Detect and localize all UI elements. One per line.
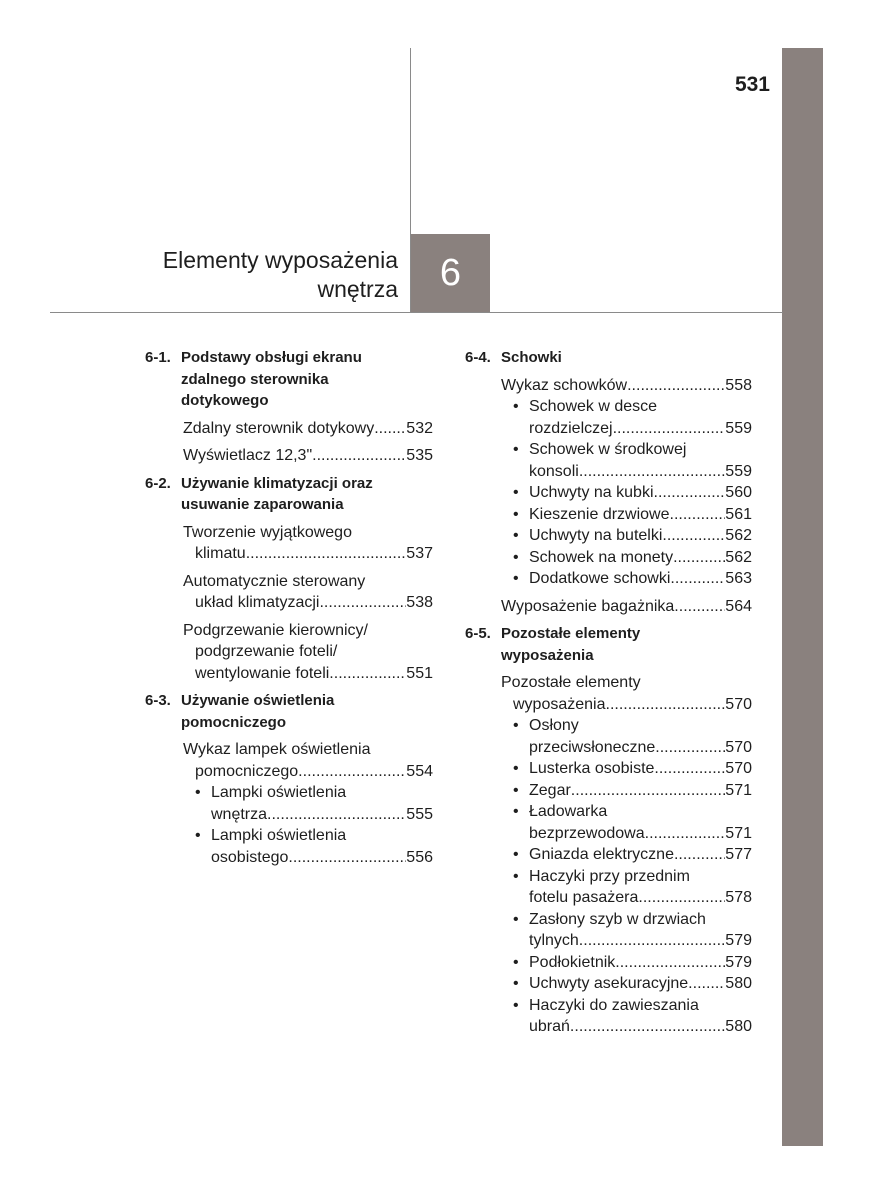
entry-text: Automatycznie sterowany [183, 572, 366, 590]
entry-text: wentylowanie foteli [195, 664, 330, 682]
entry-page: 563 [725, 570, 752, 587]
entry-text: Gniazda elektryczne [529, 846, 674, 863]
entry-text: przeciwsłoneczne [529, 738, 656, 756]
section-number: 6-4. [465, 349, 491, 366]
bullet-icon: • [513, 781, 519, 799]
toc-bullet-entry[interactable] [513, 504, 752, 526]
entry-page: 570 [725, 738, 752, 756]
entry-text: Uchwyty asekuracyjne [529, 975, 689, 992]
entry-page: 580 [725, 1018, 752, 1035]
entry-page: 570 [725, 760, 752, 777]
section-title-line: pomocniczego [181, 713, 287, 731]
section-title-line: usuwanie zaparowania [181, 496, 344, 513]
section-title-line: Podstawy obsługi ekranu [181, 349, 362, 366]
entry-text: układ klimatyzacji [195, 594, 320, 611]
entry-text: Podłokietnik [529, 953, 616, 971]
toc-entry[interactable] [501, 672, 752, 715]
dot-leader [570, 1016, 725, 1038]
toc-bullet-entry[interactable] [513, 482, 752, 504]
section-title-line: wyposażenia [501, 646, 594, 664]
toc-entry[interactable] [501, 375, 752, 397]
toc-bullet-entry[interactable] [513, 758, 752, 780]
toc-entry[interactable] [183, 620, 433, 685]
toc-entry[interactable] [183, 522, 433, 565]
toc-bullet-entry[interactable] [513, 801, 752, 844]
toc-bullet-entry[interactable] [513, 952, 752, 974]
entry-text: Ładowarka [529, 803, 608, 820]
entry-page: 578 [725, 889, 752, 906]
dot-leader [645, 823, 726, 845]
entry-text: Wykaz schowków [501, 376, 628, 394]
dot-leader [627, 375, 725, 397]
toc-left-column [145, 347, 433, 868]
entry-text: Wykaz lampek oświetlenia [183, 741, 371, 758]
section-number: 6-1. [145, 349, 171, 366]
bullet-icon: • [513, 484, 519, 501]
entry-text: Zasłony szyb w drzwiach [529, 910, 706, 928]
entry-page: 551 [406, 664, 433, 682]
dot-leader [674, 596, 725, 618]
dot-leader [246, 543, 407, 565]
section-title-line: Pozostałe elementy [501, 625, 641, 642]
entry-text: Zegar [529, 781, 571, 799]
dot-leader [673, 547, 725, 569]
bullet-icon: • [513, 505, 519, 523]
entry-text: Zdalny sterownik dotykowy [183, 419, 375, 437]
toc-bullet-entry[interactable] [195, 782, 433, 825]
entry-text: Haczyki do zawieszania [529, 996, 699, 1014]
dot-leader [670, 504, 726, 526]
dot-leader [655, 737, 725, 759]
entry-text: Tworzenie wyjątkowego [183, 523, 352, 541]
entry-text: Uchwyty na butelki [529, 527, 663, 544]
entry-page: 570 [725, 695, 752, 713]
entry-text: Dodatkowe schowki [529, 570, 671, 587]
page-number: 531 [734, 73, 770, 96]
dot-leader [374, 418, 406, 440]
toc-entry[interactable] [183, 571, 433, 614]
toc-bullet-entry[interactable] [513, 396, 752, 439]
entry-text: Osłony [529, 717, 579, 734]
toc-bullet-entry[interactable] [513, 525, 752, 547]
entry-page: 559 [725, 419, 752, 437]
section-title-line: dotykowego [181, 392, 269, 409]
entry-page: 562 [725, 527, 752, 544]
toc-bullet-entry[interactable] [513, 866, 752, 909]
entry-text: Lampki oświetlenia [211, 784, 347, 801]
header-horizontal-rule [50, 312, 783, 313]
chapter-number-box: 6 [411, 234, 490, 312]
dot-leader [662, 525, 725, 547]
entry-page: 559 [725, 462, 752, 480]
entry-text: wnętrza [211, 805, 268, 823]
bullet-icon: • [513, 717, 519, 734]
entry-page: 580 [725, 975, 752, 992]
section-title-line: Używanie klimatyzacji oraz [181, 474, 373, 492]
entry-text: tylnych [529, 932, 579, 949]
toc-bullet-entry[interactable] [513, 995, 752, 1038]
entry-text: bezprzewodowa [529, 824, 645, 842]
entry-page: 556 [406, 848, 433, 866]
dot-leader [613, 418, 726, 440]
entry-page: 562 [725, 548, 752, 566]
toc-section-6-1[interactable] [145, 347, 433, 412]
bullet-icon: • [195, 827, 201, 844]
toc-entry[interactable] [183, 739, 433, 782]
entry-page: 537 [406, 545, 433, 562]
entry-text: Lusterka osobiste [529, 760, 655, 777]
entry-text: ubrań [529, 1018, 570, 1035]
section-number: 6-2. [145, 474, 171, 492]
toc-section-6-2[interactable] [145, 473, 433, 516]
dot-leader [670, 568, 725, 590]
dot-leader [319, 592, 406, 614]
section-title-line: Schowki [501, 349, 562, 366]
entry-text: Schowek na monety [529, 548, 674, 566]
entry-page: 579 [725, 953, 752, 971]
bullet-icon: • [513, 398, 519, 415]
dot-leader [288, 847, 406, 869]
toc-entry[interactable] [183, 418, 433, 440]
section-title-line: zdalnego sterownika [181, 370, 329, 388]
bullet-icon: • [513, 803, 519, 820]
entry-page: 571 [725, 781, 752, 799]
entry-text: wyposażenia [513, 695, 606, 713]
entry-text: Kieszenie drzwiowe [529, 505, 670, 523]
entry-text: podgrzewanie foteli/ [195, 643, 338, 660]
entry-text: rozdzielczej [529, 419, 613, 437]
entry-text: Haczyki przy przednim [529, 867, 690, 885]
entry-text: klimatu [195, 545, 246, 562]
entry-text: Podgrzewanie kierownicy/ [183, 621, 368, 639]
entry-page: 538 [406, 594, 433, 611]
entry-text: Pozostałe elementy [501, 674, 641, 691]
toc-bullet-entry[interactable] [195, 825, 433, 868]
toc-entry[interactable] [501, 596, 752, 618]
section-title-line: Używanie oświetlenia [181, 692, 335, 709]
dot-leader [638, 887, 725, 909]
entry-text: pomocniczego [195, 762, 299, 780]
entry-text: osobistego [211, 848, 289, 866]
bullet-icon: • [513, 441, 519, 458]
entry-text: Wyposażenie bagażnika [501, 597, 675, 615]
toc-right-column [465, 347, 752, 1038]
toc-section-6-5[interactable] [465, 623, 752, 666]
toc-bullet-entry[interactable] [513, 780, 752, 802]
bullet-icon: • [513, 867, 519, 885]
bullet-icon: • [513, 846, 519, 863]
bullet-icon: • [513, 527, 519, 544]
entry-page: 554 [406, 762, 433, 780]
entry-text: Schowek w środkowej [529, 441, 687, 458]
entry-page: 571 [725, 824, 752, 842]
toc-bullet-entry[interactable] [513, 439, 752, 482]
bullet-icon: • [513, 760, 519, 777]
bullet-icon: • [513, 996, 519, 1014]
toc-bullet-entry[interactable] [513, 973, 752, 995]
entry-page: 560 [725, 484, 752, 501]
dot-leader [312, 445, 406, 467]
entry-page: 555 [406, 805, 433, 823]
bullet-icon: • [195, 784, 201, 801]
entry-page: 532 [406, 419, 433, 437]
dot-leader [298, 761, 406, 783]
dot-leader [571, 780, 726, 802]
entry-text: Wyświetlacz 12,3" [183, 447, 313, 464]
entry-text: Uchwyty na kubki [529, 484, 654, 501]
entry-text: Schowek w desce [529, 398, 658, 415]
chapter-title [100, 246, 398, 304]
bullet-icon: • [513, 975, 519, 992]
bullet-icon: • [513, 910, 519, 928]
dot-leader [606, 694, 726, 716]
dot-leader [579, 930, 726, 952]
section-number: 6-5. [465, 625, 491, 642]
entry-page: 535 [406, 447, 433, 464]
toc-bullet-entry[interactable] [513, 715, 752, 758]
dot-leader [579, 461, 725, 483]
entry-text: fotelu pasażera [529, 889, 639, 906]
bullet-icon: • [513, 570, 519, 587]
toc-entry[interactable] [183, 445, 433, 467]
toc-bullet-entry[interactable] [513, 844, 752, 866]
toc-bullet-entry[interactable] [513, 909, 752, 952]
entry-page: 577 [725, 846, 752, 863]
entry-page: 564 [725, 597, 752, 615]
entry-text: Lampki oświetlenia [211, 827, 347, 844]
dot-leader [615, 952, 725, 974]
dot-leader [674, 844, 725, 866]
entry-page: 561 [725, 505, 752, 523]
dot-leader [267, 804, 406, 826]
dot-leader [654, 482, 726, 504]
bullet-icon: • [513, 548, 519, 566]
entry-page: 558 [725, 376, 752, 394]
entry-text: konsoli [529, 462, 579, 480]
dot-leader [688, 973, 725, 995]
section-number: 6-3. [145, 692, 171, 709]
toc-section-6-4[interactable] [465, 347, 752, 369]
bullet-icon: • [513, 953, 519, 971]
toc-bullet-entry[interactable] [513, 568, 752, 590]
chapter-title-line: Elementy wyposażenia [162, 247, 398, 273]
dot-leader [654, 758, 725, 780]
toc-section-6-3[interactable] [145, 690, 433, 733]
entry-page: 579 [725, 932, 752, 949]
sidebar-strip [782, 48, 823, 1146]
toc-bullet-entry[interactable] [513, 547, 752, 569]
chapter-title-line: wnętrza [317, 276, 398, 302]
dot-leader [329, 663, 406, 685]
